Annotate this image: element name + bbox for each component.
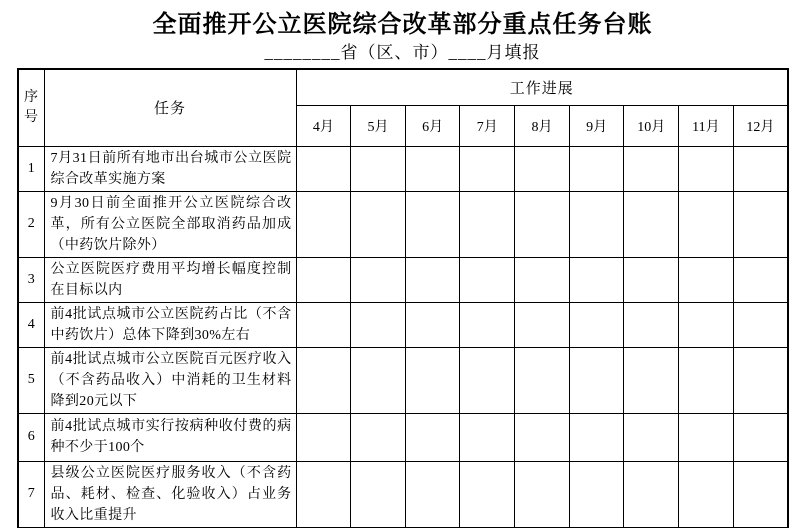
progress-cell [679, 347, 734, 413]
progress-cell [733, 302, 788, 347]
progress-cell [405, 302, 460, 347]
row-number: 6 [18, 413, 44, 461]
row-number: 1 [18, 146, 44, 191]
header-month-oct: 10月 [624, 105, 679, 146]
progress-cell [460, 413, 515, 461]
table-row [18, 347, 788, 413]
task-text: 前4批试点城市实行按病种收付费的病种不少于100个 [44, 413, 296, 461]
progress-cell [515, 461, 570, 528]
progress-cell [624, 302, 679, 347]
table-row [18, 413, 788, 461]
progress-cell [351, 347, 406, 413]
header-month-nov: 11月 [679, 105, 734, 146]
progress-cell [515, 413, 570, 461]
task-ledger-table [17, 68, 789, 528]
header-month-sep: 9月 [569, 105, 624, 146]
progress-cell [679, 461, 734, 528]
progress-cell [351, 257, 406, 302]
progress-cell [296, 461, 351, 528]
header-task: 任务 [44, 69, 296, 146]
progress-cell [405, 347, 460, 413]
row-number: 2 [18, 191, 44, 257]
row-number: 5 [18, 347, 44, 413]
progress-cell [624, 413, 679, 461]
progress-cell [569, 302, 624, 347]
progress-cell [733, 347, 788, 413]
progress-cell [733, 257, 788, 302]
progress-cell [569, 347, 624, 413]
table-row [18, 461, 788, 528]
progress-cell [679, 302, 734, 347]
progress-cell [351, 413, 406, 461]
progress-cell [405, 413, 460, 461]
progress-cell [569, 146, 624, 191]
header-month-may: 5月 [351, 105, 406, 146]
task-text: 9月30日前全面推开公立医院综合改革，所有公立医院全部取消药品加成（中药饮片除外） [44, 191, 296, 257]
progress-cell [405, 146, 460, 191]
row-number: 4 [18, 302, 44, 347]
progress-cell [733, 146, 788, 191]
progress-cell [733, 413, 788, 461]
task-text: 7月31日前所有地市出台城市公立医院综合改革实施方案 [44, 146, 296, 191]
progress-cell [460, 257, 515, 302]
header-progress: 工作进展 [296, 69, 788, 105]
progress-cell [679, 191, 734, 257]
table-row [18, 302, 788, 347]
row-number: 3 [18, 257, 44, 302]
progress-cell [515, 191, 570, 257]
table-row [18, 146, 788, 191]
progress-cell [569, 257, 624, 302]
progress-cell [515, 347, 570, 413]
progress-cell [679, 413, 734, 461]
progress-cell [296, 191, 351, 257]
progress-cell [351, 191, 406, 257]
progress-cell [460, 302, 515, 347]
progress-cell [405, 461, 460, 528]
progress-cell [296, 257, 351, 302]
document-title: 全面推开公立医院综合改革部分重点任务台账 [152, 12, 653, 38]
progress-cell [296, 413, 351, 461]
progress-cell [569, 191, 624, 257]
progress-cell [679, 257, 734, 302]
progress-cell [624, 191, 679, 257]
header-month-apr: 4月 [296, 105, 351, 146]
header-month-aug: 8月 [515, 105, 570, 146]
progress-cell [733, 461, 788, 528]
header-month-dec: 12月 [733, 105, 788, 146]
task-text: 前4批试点城市公立医院药占比（不含中药饮片）总体下降到30%左右 [44, 302, 296, 347]
progress-cell [460, 461, 515, 528]
header-month-jul: 7月 [460, 105, 515, 146]
progress-cell [351, 461, 406, 528]
task-text: 前4批试点城市公立医院百元医疗收入（不含药品收入）中消耗的卫生材料降到20元以下 [44, 347, 296, 413]
task-text: 公立医院医疗费用平均增长幅度控制在目标以内 [44, 257, 296, 302]
progress-cell [296, 302, 351, 347]
progress-cell [733, 191, 788, 257]
progress-cell [296, 347, 351, 413]
progress-cell [515, 257, 570, 302]
progress-cell [405, 257, 460, 302]
task-text: 县级公立医院医疗服务收入（不含药品、耗材、检查、化验收入）占业务收入比重提升 [44, 461, 296, 528]
progress-cell [460, 347, 515, 413]
progress-cell [405, 191, 460, 257]
progress-cell [624, 461, 679, 528]
progress-cell [569, 413, 624, 461]
header-seq: 序号 [18, 69, 44, 146]
row-number: 7 [18, 461, 44, 528]
progress-cell [351, 146, 406, 191]
progress-cell [515, 146, 570, 191]
progress-cell [460, 191, 515, 257]
progress-cell [351, 302, 406, 347]
progress-cell [515, 302, 570, 347]
progress-cell [624, 347, 679, 413]
header-month-jun: 6月 [405, 105, 460, 146]
progress-cell [624, 146, 679, 191]
progress-cell [460, 146, 515, 191]
progress-cell [296, 146, 351, 191]
progress-cell [624, 257, 679, 302]
table-row [18, 191, 788, 257]
table-row [18, 257, 788, 302]
document-subtitle: ________省（区、市）____月填报 [264, 43, 541, 62]
progress-cell [679, 146, 734, 191]
progress-cell [569, 461, 624, 528]
